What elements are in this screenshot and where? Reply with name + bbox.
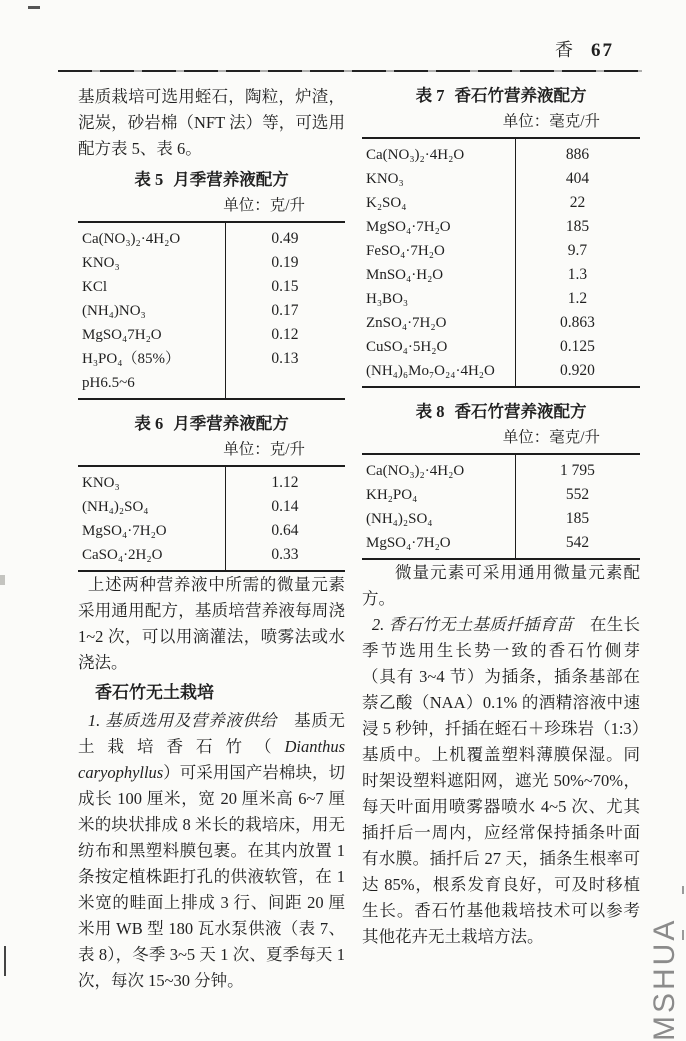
table8-title (362, 400, 640, 424)
compound-name: H₃BO₃ (366, 291, 409, 307)
table6-title (78, 412, 345, 436)
compound-value: 1 795 (560, 462, 595, 479)
table8-label: 表 8 (415, 402, 445, 421)
table6-unit: 单位：克/升 (223, 441, 305, 458)
compound-name: (NH₄)NO₃ (82, 303, 146, 319)
right-column (362, 84, 640, 994)
compound-name: KH₂PO₄ (366, 487, 418, 503)
table7 (362, 137, 640, 388)
scan-speck (4, 946, 6, 976)
compound-value: 0.64 (271, 522, 299, 539)
table-row (78, 471, 345, 495)
table-row (362, 507, 640, 531)
compound-name: KNO₃ (82, 475, 120, 491)
table-row (362, 215, 640, 239)
compound-name: MgSO₄·7H₂O (366, 219, 451, 235)
table-row (362, 239, 640, 263)
compound-name: (NH₄)₆Mo₇O₂₄·4H₂O (366, 363, 495, 379)
table7-caption: 香石竹营养液配方 (454, 86, 587, 105)
table5-title (78, 168, 345, 192)
table7-block (362, 84, 640, 388)
compound-value: 0.17 (271, 302, 299, 319)
compound-name: KNO₃ (82, 255, 120, 271)
table7-title (362, 84, 640, 108)
section1-lead: 1. 基质选用及营养液供给 (87, 711, 277, 730)
table-row (78, 371, 345, 395)
table7-label: 表 7 (415, 86, 445, 105)
compound-name: K₂SO₄ (366, 195, 407, 211)
table8-block (362, 400, 640, 560)
compound-value: 0.33 (271, 546, 299, 563)
compound-value: 0.15 (271, 278, 299, 295)
table6-label: 表 6 (134, 414, 164, 433)
compound-value: 0.13 (271, 350, 299, 367)
intro-paragraph: 基质栽培可选用蛭石，陶粒，炉渣，泥炭，砂岩棉（NFT 法）等，可选用配方表 5、表 6。 (78, 87, 345, 158)
section-heading-carnation: 香石竹无土栽培 (95, 683, 214, 702)
table5-unit: 单位：克/升 (223, 197, 305, 214)
table-row (362, 263, 640, 287)
table6-caption: 月季营养液配方 (173, 414, 289, 433)
compound-value: 1.12 (271, 474, 299, 491)
latin-binomial: Dianthus caryophyllus (78, 737, 345, 782)
compound-name: H₃PO₄（85%） (82, 351, 180, 367)
table7-unit: 单位：毫克/升 (502, 113, 600, 130)
compound-value: 0.12 (271, 326, 299, 343)
table-row (362, 359, 640, 383)
table-row (78, 323, 345, 347)
table-row (362, 287, 640, 311)
compound-name: FeSO₄·7H₂O (366, 243, 445, 259)
table5-label: 表 5 (134, 170, 164, 189)
compound-value: 0.19 (271, 254, 299, 271)
left-column (78, 84, 345, 994)
compound-name: MgSO₄·7H₂O (366, 535, 451, 551)
table5-block (78, 168, 345, 400)
compound-name: (NH₄)₂SO₄ (366, 511, 433, 527)
table-row (362, 483, 640, 507)
table-row (362, 311, 640, 335)
table-row (362, 167, 640, 191)
micronutrient-note: 上述两种营养液中所需的微量元素采用通用配方，基质培营养液每周浇 1~2 次，可以用滴灌法，喷雾法或水浇法。 (78, 575, 345, 672)
scan-speck (28, 6, 40, 9)
table8-caption: 香石竹营养液配方 (454, 402, 587, 421)
compound-name: (NH₄)₂SO₄ (82, 499, 149, 515)
table5-caption: 月季营养液配方 (173, 170, 289, 189)
compound-value (225, 371, 345, 395)
section1-paragraph (78, 708, 345, 994)
compound-value: 0.49 (271, 230, 299, 247)
table-row (362, 335, 640, 359)
journal-mark: 香 (555, 40, 575, 60)
compound-value: 404 (565, 170, 590, 187)
header-rule (58, 70, 642, 72)
compound-name: MgSO₄·7H₂O (82, 523, 167, 539)
table5 (78, 221, 345, 400)
table-row (78, 495, 345, 519)
section2-rest: 在生长季节选用生长势一致的香石竹侧芽（具有 3~4 节）为插条，插条基部在萘乙酸（NAA）0.1% 的酒精溶液中速浸 5 秒钟，扦插在蛭石＋珍珠岩（1:3）基质中。上机覆盖塑料薄膜保湿。同时架设塑料遮阳网，遮光 50%~70%，每天叶面用喷雾器喷水 4~5 次、尤其插扦后一周内，应经常保持插条叶面有水膜。插扦后 27 天，插条生根率可达 85%，根系发育良好，可及时移植生长。香石竹基他栽培技术可以参考其他花卉无土栽培方法。 (362, 615, 641, 946)
compound-name: CaSO₄·2H₂O (82, 547, 163, 563)
compound-value: 1.2 (567, 290, 588, 307)
table-row (78, 275, 345, 299)
table-row (78, 519, 345, 543)
compound-value: 9.7 (567, 242, 588, 259)
compound-value: 886 (565, 146, 590, 163)
table-row (362, 191, 640, 215)
scan-speck (682, 886, 684, 894)
table-row (362, 143, 640, 167)
compound-name: CuSO₄·5H₂O (366, 339, 448, 355)
compound-value: 0.920 (560, 362, 595, 379)
table-row (78, 227, 345, 251)
two-column-layout (78, 84, 642, 994)
compound-name: Ca(NO₃)₂·4H₂O (366, 463, 465, 479)
compound-value: 1.3 (567, 266, 588, 283)
section2-paragraph (362, 612, 640, 950)
compound-name: pH6.5~6 (82, 375, 135, 391)
compound-name: Ca(NO₃)₂·4H₂O (366, 147, 465, 163)
table-row (78, 347, 345, 371)
compound-name: ZnSO₄·7H₂O (366, 315, 447, 331)
table-row (362, 459, 640, 483)
compound-name: KCl (82, 279, 108, 295)
compound-value: 0.125 (560, 338, 595, 355)
compound-value: 0.14 (271, 498, 299, 515)
table-row (78, 543, 345, 567)
section1-post: ）可采用国产岩棉块，切成长 100 厘米，宽 20 厘米高 6~7 厘米的块状排成 8 米长的栽培床，用无纺布和黑塑料膜包裹。在其内放置 1 条按定植株距打孔的供液软管，在 1 米宽的畦面上排成 3 行、间距 20 厘米用 WB 型 180 瓦水泵供液（表 7、表 8），冬季 3~5 天 1 次、夏季每天 1 次，每次 15~30 分钟。 (78, 763, 345, 990)
compound-value: 22 (569, 194, 586, 211)
section1-pre: 基质无土栽培香石竹（ (78, 711, 346, 756)
compound-value: 542 (565, 534, 590, 551)
mshua-watermark: MSHUA (648, 917, 681, 1041)
compound-value: 185 (565, 218, 590, 235)
table8-unit: 单位：毫克/升 (502, 429, 600, 446)
table-row (78, 251, 345, 275)
page-number: 67 (591, 40, 614, 61)
compound-value: 552 (565, 486, 590, 503)
scan-speck (0, 575, 5, 585)
table6-block (78, 412, 345, 572)
compound-name: MnSO₄·H₂O (366, 267, 444, 283)
page-header (555, 36, 614, 62)
section2-lead: 2. 香石竹无土基质扦插育苗 (371, 615, 574, 634)
table-row (78, 299, 345, 323)
table-row (362, 531, 640, 555)
compound-name: MgSO₄7H₂O (82, 327, 162, 343)
micro-elements-note: 微量元素可采用通用微量元素配方。 (362, 563, 640, 608)
scan-speck (682, 930, 684, 940)
table8 (362, 453, 640, 560)
compound-value: 185 (565, 510, 590, 527)
table6 (78, 465, 345, 572)
compound-name: KNO₃ (366, 171, 404, 187)
compound-name: Ca(NO₃)₂·4H₂O (82, 231, 181, 247)
compound-value: 0.863 (560, 314, 595, 331)
